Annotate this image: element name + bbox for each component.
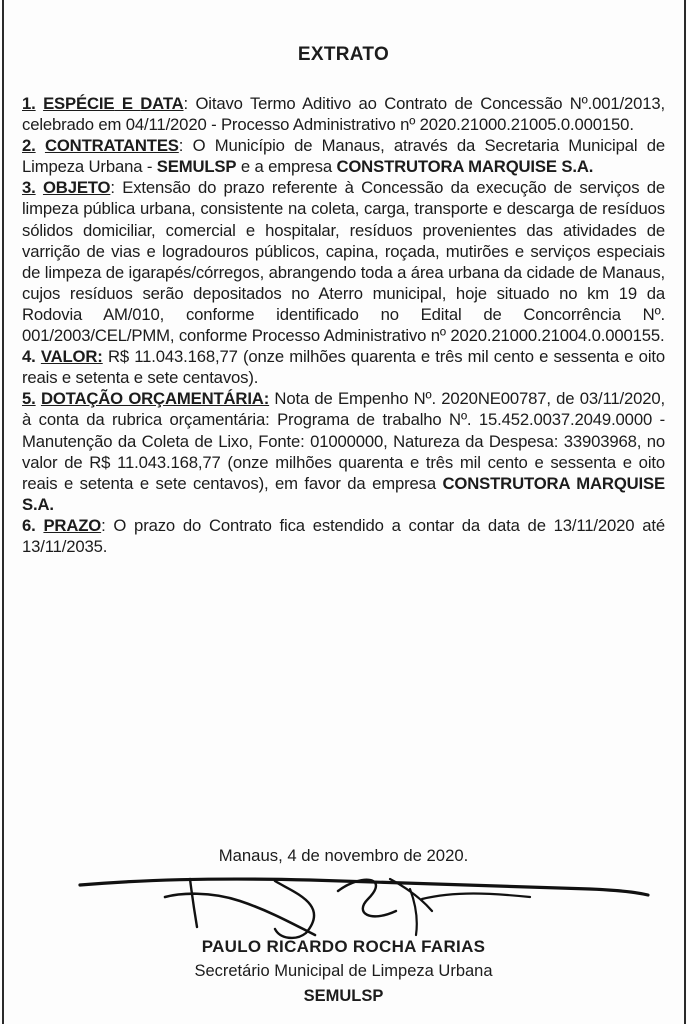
section-heading: OBJETO bbox=[42, 178, 111, 198]
section-objeto bbox=[22, 177, 665, 346]
section-text: Nota de Empenho Nº. 2020NE00787, de 03/11/2020, à conta da rubrica orçamentária: Programa de trabalho Nº. 15.452.0037.2049.0000 - Manutenção da Coleta de Lixo, Fonte: 01000000, Natureza da Despesa: 33903968, no valor de R$ 11.043.168,77 (onze milhões quarenta e três mil cento e sessenta e oito reais e setenta e sete centavos), em favor da empresa bbox=[22, 389, 665, 493]
section-valor bbox=[22, 346, 665, 388]
section-text: Extensão do prazo referente à Concessão da execução de serviços de limpeza pública urbana, consistente na coleta, carga, transporte e descarga de resíduos sólidos domiciliar, comercial e hospitalar, resíduos provenientes das atividades de varrição de vias e logradouros públicos, capina, roçada, mutirões e serviços especiais de limpeza de igarapés/córregos, abrangendo toda a área urbana da cidade de Manaus, cujos resíduos serão depositados no Aterro municipal, hoje situado no km 19 da Rodovia AM/010, conforme identificado no Edital de Concorrência Nº. 001/2003/CEL/PMM, conforme Processo Administrativo nº 2020.21000.21004.0.000155. bbox=[22, 178, 665, 346]
signer-name: PAULO RICARDO ROCHA FARIAS bbox=[201, 937, 486, 956]
place-and-date: Manaus, 4 de novembro de 2020. bbox=[218, 846, 469, 865]
company-name: CONSTRUTORA MARQUISE S.A. bbox=[22, 473, 665, 514]
section-number: 5. bbox=[22, 389, 36, 409]
signer-role: Secretário Municipal de Limpeza Urbana bbox=[194, 962, 493, 980]
section-heading-joiner: E bbox=[114, 94, 141, 113]
section-number: 3. bbox=[22, 178, 36, 198]
section-colon: : bbox=[101, 515, 106, 535]
section-dotacao-orcamentaria bbox=[22, 388, 665, 515]
signer-organization: SEMULSP bbox=[303, 987, 384, 1005]
section-text: R$ 11.043.168,77 (onze milhões quarenta e três mil cento e sessenta e oito reais e setenta e sete centavos). bbox=[22, 347, 665, 388]
handwritten-signature bbox=[70, 865, 650, 945]
section-text: Oitavo Termo Aditivo ao Contrato de Concessão Nº.001/2013, celebrado em 04/11/2020 - Processo Administrativo nº 2020.21000.21005.0.000150. bbox=[22, 94, 665, 135]
document-title: EXTRATO bbox=[297, 44, 390, 65]
section-heading: CONTRATANTES bbox=[44, 136, 179, 156]
section-text: e a empresa bbox=[236, 157, 337, 177]
right-border-line bbox=[684, 0, 686, 1024]
section-especie-data bbox=[22, 93, 665, 135]
section-text: O Município de Manaus, através da Secretaria Municipal de Limpeza Urbana - bbox=[22, 136, 665, 177]
section-text: O prazo do Contrato fica estendido a contar da data de 13/11/2020 até 13/11/2035. bbox=[22, 515, 665, 556]
section-number: 4. bbox=[22, 347, 36, 367]
section-heading: DATA bbox=[140, 94, 184, 113]
left-border-line bbox=[2, 0, 4, 1024]
agency-acronym: SEMULSP bbox=[156, 157, 237, 177]
section-colon: : bbox=[178, 136, 184, 156]
section-contratantes bbox=[22, 135, 665, 177]
section-number: 1. bbox=[22, 94, 36, 113]
section-number: 2. bbox=[22, 136, 36, 156]
company-name: CONSTRUTORA MARQUISE S.A. bbox=[336, 157, 594, 177]
section-heading: DOTAÇÃO ORÇAMENTÁRIA: bbox=[40, 389, 270, 409]
section-prazo bbox=[22, 515, 665, 557]
section-colon: : bbox=[110, 178, 115, 198]
section-heading: PRAZO bbox=[43, 515, 102, 535]
document-body bbox=[22, 93, 665, 557]
section-number: 6. bbox=[22, 515, 36, 535]
section-heading: VALOR: bbox=[40, 347, 103, 367]
section-heading: ESPÉCIE bbox=[43, 94, 115, 113]
section-colon: : bbox=[183, 94, 189, 113]
